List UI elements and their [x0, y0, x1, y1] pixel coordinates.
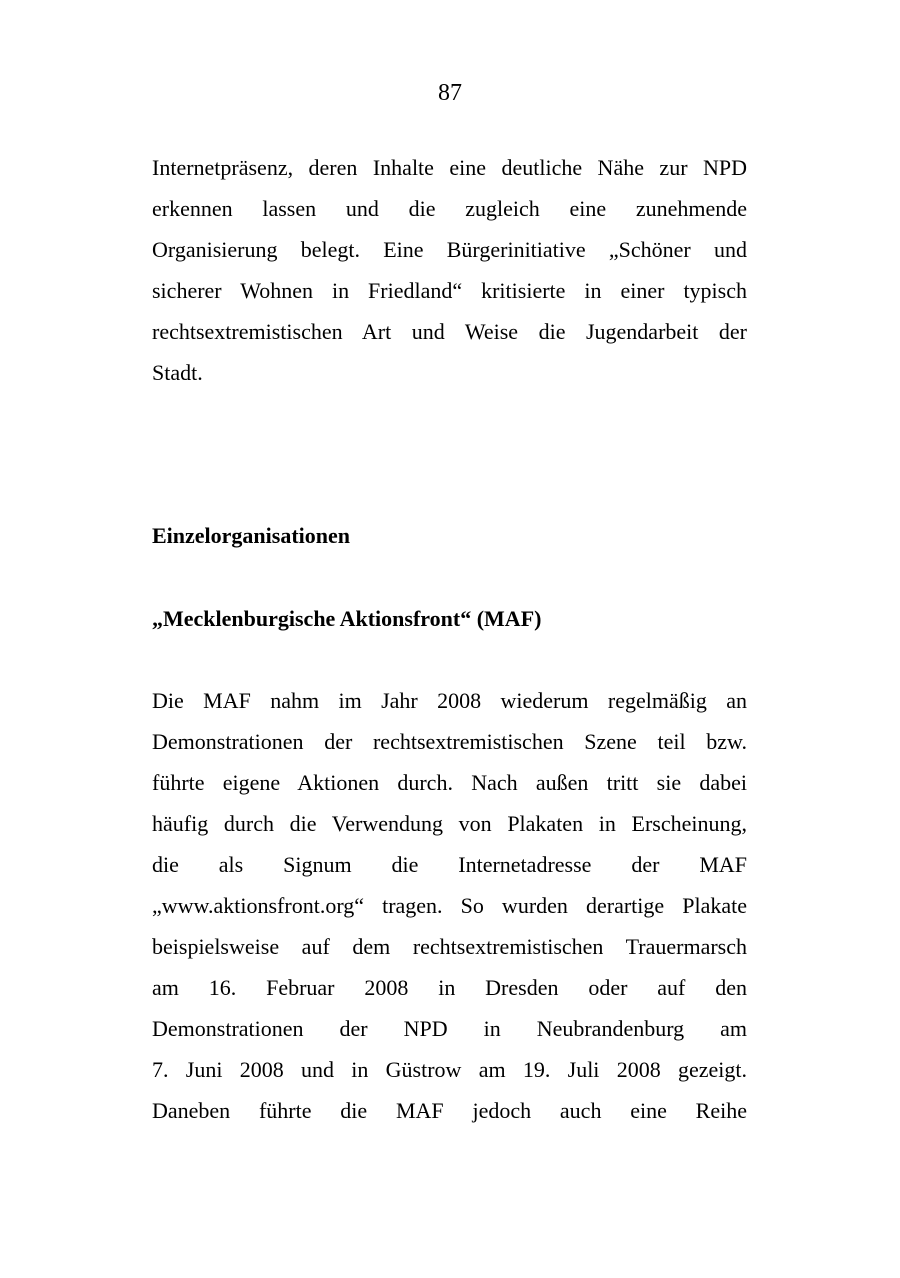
body-paragraph-1: [152, 147, 747, 393]
paragraph-line: beispielsweise auf dem rechtsextremistischen Trauermarsch: [152, 934, 747, 959]
paragraph-line: Organisierung belegt. Eine Bürgerinitiative „Schöner und: [152, 237, 747, 262]
page-number: 87: [438, 80, 462, 106]
body-paragraph-2: [152, 680, 747, 1131]
section-heading: Einzelorganisationen: [152, 523, 351, 548]
paragraph-line: Stadt.: [152, 360, 203, 385]
paragraph-line: am 16. Februar 2008 in Dresden oder auf den: [152, 975, 747, 1000]
paragraph-line: häufig durch die Verwendung von Plakaten in Erscheinung,: [152, 811, 747, 836]
paragraph-line: Daneben führte die MAF jedoch auch eine Reihe: [152, 1098, 747, 1123]
paragraph-line: Demonstrationen der NPD in Neubrandenburg am: [152, 1016, 747, 1041]
paragraph-line: 7. Juni 2008 und in Güstrow am 19. Juli 2008 gezeigt.: [152, 1057, 747, 1082]
paragraph-line: Internetpräsenz, deren Inhalte eine deutliche Nähe zur NPD: [152, 155, 747, 180]
paragraph-line: Demonstrationen der rechtsextremistischen Szene teil bzw.: [152, 729, 747, 754]
paragraph-line: „www.aktionsfront.org“ tragen. So wurden derartige Plakate: [152, 893, 747, 918]
subsection-heading: „Mecklenburgische Aktionsfront“ (MAF): [152, 606, 542, 631]
paragraph-line: sicherer Wohnen in Friedland“ kritisierte in einer typisch: [152, 278, 747, 303]
paragraph-line: rechtsextremistischen Art und Weise die Jugendarbeit der: [152, 319, 747, 344]
paragraph-line: die als Signum die Internetadresse der MAF: [152, 852, 747, 877]
paragraph-line: erkennen lassen und die zugleich eine zunehmende: [152, 196, 747, 221]
paragraph-line: führte eigene Aktionen durch. Nach außen tritt sie dabei: [152, 770, 747, 795]
paragraph-line: Die MAF nahm im Jahr 2008 wiederum regelmäßig an: [152, 688, 747, 713]
